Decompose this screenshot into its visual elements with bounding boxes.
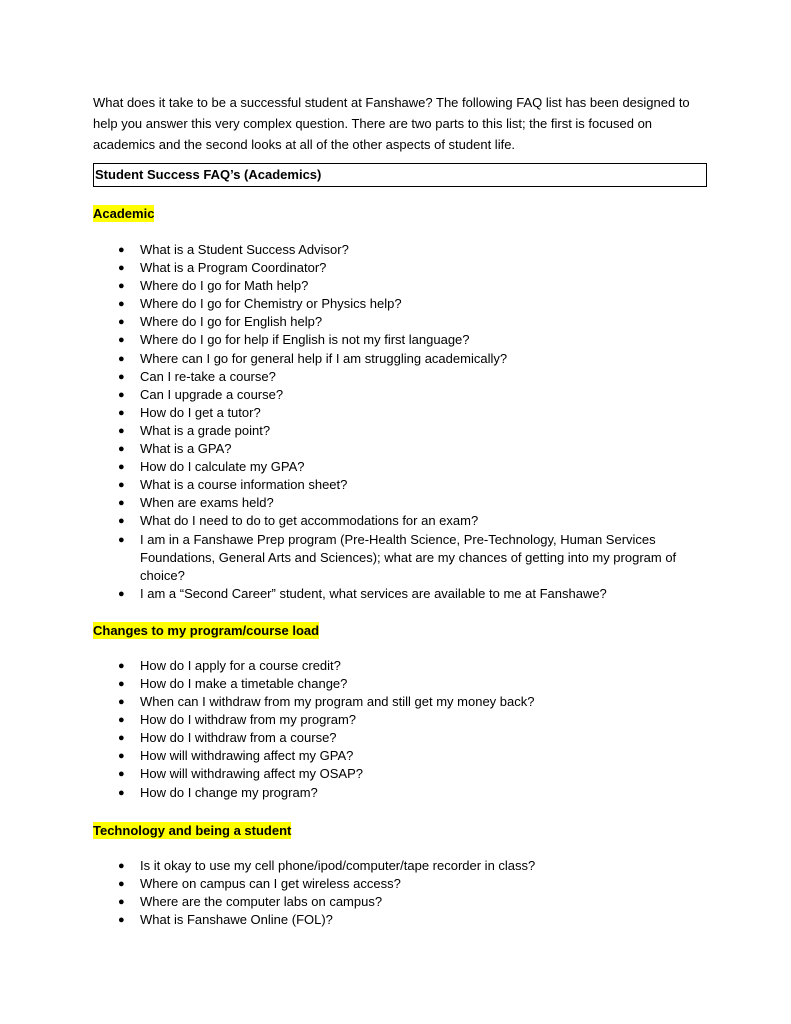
list-item (93, 368, 707, 386)
section-academic (93, 205, 707, 603)
list-item-text: What is a GPA? (140, 441, 232, 457)
list-item (93, 386, 707, 404)
list-item (93, 241, 707, 259)
list-item (93, 765, 707, 783)
list-item (93, 729, 707, 747)
list-item-text: Where do I go for English help? (140, 314, 323, 330)
bullet-icon: ● (118, 786, 125, 799)
faq-list-changes (93, 657, 707, 802)
list-item (93, 531, 707, 585)
section-heading-wrap (93, 622, 707, 640)
list-item (93, 857, 707, 875)
section-changes (93, 622, 707, 802)
bullet-icon: ● (118, 895, 125, 908)
list-item-text: What is a grade point? (140, 422, 271, 438)
bullet-icon: ● (118, 768, 125, 781)
bullet-icon: ● (118, 479, 125, 492)
list-item-text: How do I withdraw from a course? (140, 730, 337, 746)
list-item-text: How do I apply for a course credit? (140, 657, 341, 673)
list-item (93, 458, 707, 476)
list-item-text: How do I get a tutor? (140, 404, 261, 420)
section-heading-wrap (93, 822, 707, 840)
list-item (93, 657, 707, 675)
list-item (93, 331, 707, 349)
bullet-icon: ● (118, 370, 125, 383)
bullet-icon: ● (118, 262, 125, 275)
bullet-icon: ● (118, 714, 125, 727)
list-item-text: How will withdrawing affect my OSAP? (140, 766, 364, 782)
bullet-icon: ● (118, 533, 125, 546)
list-item (93, 476, 707, 494)
bullet-icon: ● (118, 732, 125, 745)
list-item-text: Where do I go for help if English is not my first language? (140, 332, 470, 348)
intro-paragraph: What does it take to be a successful student at Fanshawe? The following FAQ list has been designed to help you answer this very complex question. There are two parts to this list; the first is focused on academics and the second looks at all of the other aspects of student life. (93, 95, 690, 152)
list-item-text: When are exams held? (140, 495, 274, 511)
list-item-text: What do I need to do to get accommodations for an exam? (140, 513, 479, 529)
list-item (93, 313, 707, 331)
bullet-icon: ● (118, 461, 125, 474)
list-item (93, 747, 707, 765)
list-item-text: How do I make a timetable change? (140, 675, 348, 691)
list-item-text: How do I calculate my GPA? (140, 459, 305, 475)
list-item (93, 422, 707, 440)
bullet-icon: ● (118, 280, 125, 293)
list-item (93, 784, 707, 802)
list-item-text: What is Fanshawe Online (FOL)? (140, 911, 333, 927)
list-item-text: How do I change my program? (140, 784, 318, 800)
list-item-text: How do I withdraw from my program? (140, 712, 357, 728)
list-item (93, 711, 707, 729)
faq-list-technology (93, 857, 707, 929)
bullet-icon: ● (118, 659, 125, 672)
list-item-text: Where are the computer labs on campus? (140, 893, 383, 909)
list-item-text: I am in a Fanshawe Prep program (Pre-Health Science, Pre-Technology, Human Services Foundations, General Arts and Sciences); what are my chances of getting into my program of choice? (140, 531, 677, 583)
bullet-icon: ● (118, 877, 125, 890)
list-item-text: What is a Program Coordinator? (140, 260, 327, 276)
list-item-text: Where do I go for Math help? (140, 278, 309, 294)
list-item-text: When can I withdraw from my program and still get my money back? (140, 694, 535, 710)
list-item-text: Where on campus can I get wireless access? (140, 875, 401, 891)
bullet-icon: ● (118, 316, 125, 329)
bullet-icon: ● (118, 352, 125, 365)
section-heading-technology: Technology and being a student (93, 822, 292, 838)
bullet-icon: ● (118, 388, 125, 401)
bullet-icon: ● (118, 298, 125, 311)
list-item (93, 295, 707, 313)
faq-title: Student Success FAQ’s (Academics) (95, 167, 322, 182)
list-item-text: Where do I go for Chemistry or Physics help? (140, 296, 402, 312)
list-item-text: Can I re-take a course? (140, 368, 276, 384)
list-item (93, 875, 707, 893)
bullet-icon: ● (118, 913, 125, 926)
bullet-icon: ● (118, 859, 125, 872)
list-item (93, 893, 707, 911)
bullet-icon: ● (118, 677, 125, 690)
list-item (93, 585, 707, 603)
document-content (93, 92, 707, 929)
bullet-icon: ● (118, 515, 125, 528)
bullet-icon: ● (118, 244, 125, 256)
list-item-text: How will withdrawing affect my GPA? (140, 748, 354, 764)
bullet-icon: ● (118, 424, 125, 437)
bullet-icon: ● (118, 406, 125, 419)
list-item-text: I am a “Second Career” student, what services are available to me at Fanshawe? (140, 585, 607, 601)
section-technology (93, 822, 707, 929)
section-heading-academic: Academic (93, 206, 155, 221)
bullet-icon: ● (118, 443, 125, 456)
list-item-text: Is it okay to use my cell phone/ipod/computer/tape recorder in class? (140, 857, 536, 873)
bullet-icon: ● (118, 696, 125, 709)
list-item-text: What is a Student Success Advisor? (140, 242, 349, 257)
bullet-icon: ● (118, 334, 125, 347)
list-item (93, 494, 707, 512)
faq-title-box (93, 163, 707, 187)
list-item-text: Can I upgrade a course? (140, 386, 284, 402)
list-item (93, 693, 707, 711)
section-heading-changes: Changes to my program/course load (93, 622, 320, 638)
list-item (93, 512, 707, 530)
bullet-icon: ● (118, 587, 125, 600)
list-item (93, 675, 707, 693)
list-item (93, 440, 707, 458)
bullet-icon: ● (118, 497, 125, 510)
list-item (93, 259, 707, 277)
list-item (93, 350, 707, 368)
list-item-text: What is a course information sheet? (140, 477, 348, 493)
list-item (93, 277, 707, 295)
list-item-text: Where can I go for general help if I am struggling academically? (140, 350, 508, 366)
bullet-icon: ● (118, 750, 125, 763)
faq-list-academic (93, 241, 707, 603)
list-item (93, 911, 707, 929)
list-item (93, 404, 707, 422)
section-heading-wrap (93, 205, 707, 223)
